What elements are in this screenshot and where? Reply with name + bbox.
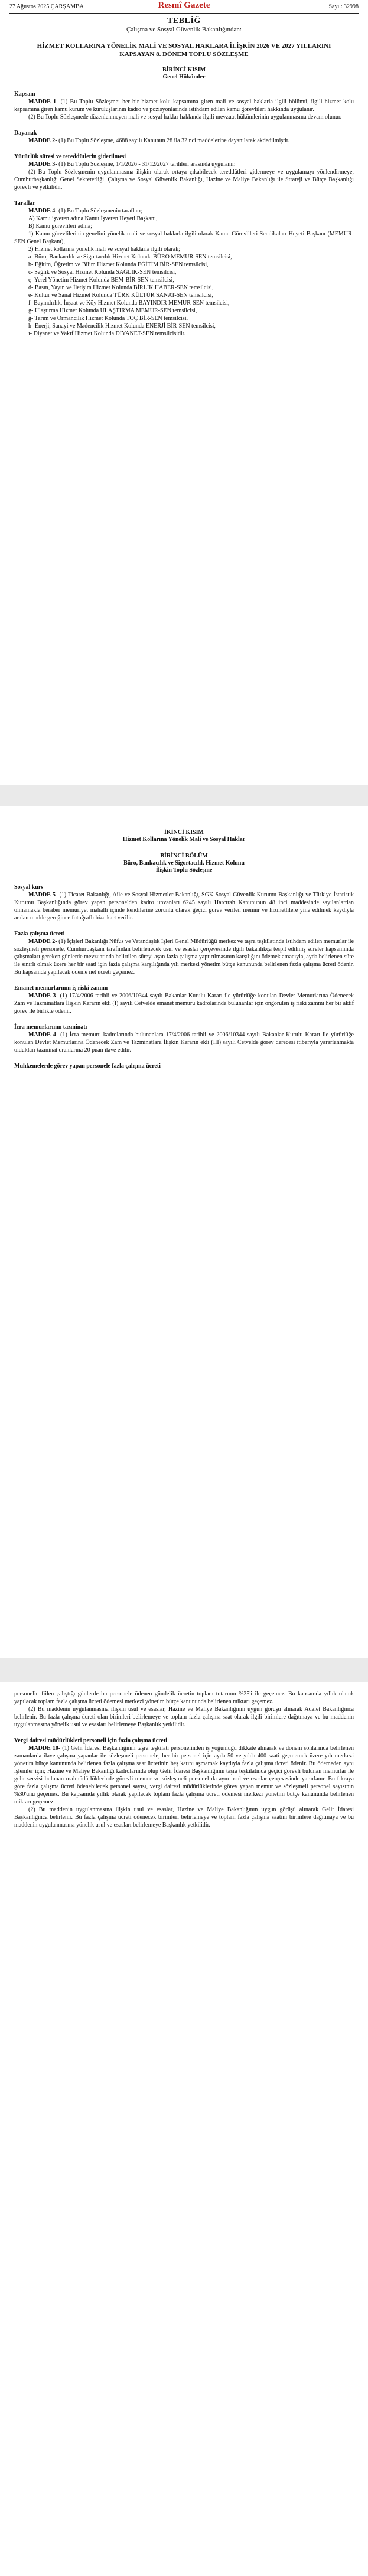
article-title: Dayanak <box>14 130 37 136</box>
list-item: b- Eğitim, Öğretim ve Bilim Hizmet Kolunda EĞİTİM BİR-SEN temsilcisi, <box>28 261 209 268</box>
list-item: ç- Yerel Yönetim Hizmet Kolunda BEM-BİR-SEN temsilcisi, <box>28 277 174 283</box>
chapter-name: Büro, Bankacılık ve Sigortacılık Hizmet Kolunu <box>123 860 245 866</box>
chapter-name-cont: İlişkin Toplu Sözleşme <box>155 867 213 873</box>
article-paragraph: B) Kamu görevlileri adına; <box>28 223 93 230</box>
chapter-heading <box>14 853 354 874</box>
article-label: MADDE 3- <box>28 161 57 168</box>
article-text: (1) İcra memuru kadrolarında bulunanlara 17/4/2006 tarihli ve 2006/10344 sayılı Bakanlar Kurulu Kararı ile yürürlüğe konulan Devlet Memurlarına Ödenecek Zam ve Tazminatlara İlişkin Kararın ekli (III) sayılı Cetvelde görev derecesi itibarıyla yararlanmakta oldukları tazminat oranlarına 20 puan ilave edilir. <box>14 1032 354 1053</box>
list-item: c- Sağlık ve Sosyal Hizmet Kolunda SAĞLIK-SEN temsilcisi, <box>28 269 177 276</box>
article-label: MADDE 4- <box>28 208 57 214</box>
article-paragraph <box>14 1031 354 1054</box>
article-title: İcra memurlarının tazminatı <box>14 1024 87 1030</box>
article-label: MADDE 2- <box>28 938 57 945</box>
article-label: MADDE 2- <box>28 138 57 144</box>
article-text: (1) Bu Toplu Sözleşmenin tarafları; <box>58 208 142 214</box>
part-number: BİRİNCİ KISIM <box>162 67 206 73</box>
list-item: ı- Diyanet ve Vakıf Hizmet Kolunda DİYANET-SEN temsilcisidir. <box>28 330 186 337</box>
article-text: (1) İçişleri Bakanlığı Nüfus ve Vatandaşlık İşleri Genel Müdürlüğü merkez ve taşra teşkilatında istihdam edilen memurlar ile sözleşmeli personele, Cumhurbaşkanı tarafından belirlenecek usul ve esaslar çerçevesinde ilgili bakanlıkça tespit edilmiş süreler kapsamında çalışmaları gereken günlerde mevzuatında belirtilen süreyi aşan fazla çalışma yaptırılmasının karşılığını ödemek amacıyla, ayda belirlenen süre ile sınırlı olmak üzere her bir saati için fazla çalışma karşılığında yılı merkezi yönetim bütçe kanununda belirlenen fazla çalışma ücreti ödenir. Bu kapsamda yapılacak ödeme net ücreti geçemez. <box>14 938 354 976</box>
issue-date: 27 Ağustos 2025 ÇARŞAMBA <box>9 4 84 10</box>
page-2-content <box>0 806 368 1070</box>
article-title: Fazla çalışma ücreti <box>14 931 65 937</box>
part-number: İKİNCİ KISIM <box>164 829 204 836</box>
list-item: a- Büro, Bankacılık ve Sigortacılık Hizmet Kolunda BÜRO MEMUR-SEN temsilcisi, <box>28 254 232 260</box>
gazette-header <box>9 0 359 14</box>
article-label: MADDE 10- <box>28 1745 61 1752</box>
article-text: (1) Bu Toplu Sözleşme; her bir hizmet kolu kapsamına giren mali ve sosyal haklarla ilgili bölümü, ilgili hizmet kolu kapsamına giren kamu kurum ve kuruluşlarının kadro ve pozisyonlarında istihdam edilen kamu görevlileri hakkında uygulanır. <box>14 99 354 113</box>
article-title: Vergi dairesi müdürlükleri personeli için fazla çalışma ücreti <box>14 1737 167 1744</box>
gazette-page-3 <box>0 1682 368 2576</box>
article-paragraph <box>14 938 354 976</box>
part-heading <box>14 829 354 843</box>
article-text: (1) 17/4/2006 tarihli ve 2006/10344 sayılı Bakanlar Kurulu Kararı ile yürürlüğe konulan Devlet Memurlarına Ödenecek Zam ve Tazminatlara İlişkin Kararın ekli (I) sayılı Cetvelde emanet memuru kadrolarında bulunanlar için öngörülen iş riski zammı her bir aktif görev ile birlikte ödenir. <box>14 993 354 1014</box>
part-name: Genel Hükümler <box>162 74 206 80</box>
list-item: ğ- Tarım ve Ormancılık Hizmet Kolunda TOÇ BİR-SEN temsilcisi, <box>28 315 188 322</box>
article-paragraph: (2) Bu maddenin uygulanmasına ilişkin usul ve esaslar, Hazine ve Maliye Bakanlığının uygun görüşü alınarak Adalet Bakanlığınca belirlenir. Bu fazla çalışma ücreti olan birimleri belirlemeye ve toplam fazla çalışma saat olarak ilgili birimlere dağıtmaya ve bu maddenin uygulanmasına yönelik usul ve esasları belirlemeye Başkanlık yetkilidir. <box>14 1706 354 1728</box>
article-title: Sosyal kurs <box>14 884 44 891</box>
article-paragraph <box>14 992 354 1015</box>
article-text: (1) Ticaret Bakanlığı, Aile ve Sosyal Hizmetler Bakanlığı, SGK Sosyal Güvenlik Kurumu Başkanlığı ve Türkiye İstatistik Kurumu Başkanlığında görev yapan personelden kadro unvanları 6245 sayılı Harcırah Kanununun 48 inci maddesinde sayılanlardan olmamakla beraber memuriyet mahalli içinde kendilerine zorunlu olarak geçici görev verilen memur ve hizmetlilere yine edilmek kaydıyla aralan madde gereğince fotoğraflı bize kart verilir. <box>14 892 354 921</box>
article-label: MADDE 1- <box>28 99 58 105</box>
article-text: (1) Bu Toplu Sözleşme, 1/1/2026 - 31/12/2027 tarihleri arasında uygulanır. <box>58 161 236 168</box>
section-heading: TEBLİĞ <box>167 17 201 25</box>
article-paragraph: (2) Bu Toplu Sözleşmede düzenlenmeyen mali ve sosyal haklar hakkında ilgili mevzuat hükümlerinin uygulanmasına devam olunur. <box>28 114 342 120</box>
gazette-brand: Resmî Gazete <box>158 1 210 10</box>
article-text: (1) Bu Toplu Sözleşme, 4688 sayılı Kanunun 28 ila 32 nci maddelerine dayanılarak akdedilmiştir. <box>58 138 290 144</box>
article-paragraph: A) Kamu işveren adına Kamu İşveren Heyeti Başkanı, <box>28 215 158 222</box>
article-paragraph <box>14 161 354 168</box>
article-paragraph: personelin fiilen çalıştığı günlerde bu personele ödenen gündelik ücretin toplam tutarının %25'i ile geçemez. Bu kapsamda yıllık olarak yapılacak toplam fazla çalışma ücreti ödemesi merkezi yönetim bütçe kanununda belirlenen miktarı geçemez. <box>14 1691 354 1705</box>
gazette-page-1 <box>0 0 368 785</box>
article-paragraph <box>14 1744 354 1806</box>
article-paragraph <box>14 891 354 922</box>
article-title: Taraflar <box>14 200 35 207</box>
page-1-content <box>0 17 368 338</box>
part-name: Hizmet Kollarına Yönelik Mali ve Sosyal Haklar <box>122 836 246 843</box>
article-paragraph <box>14 98 354 113</box>
article-paragraph: (2) Bu Toplu Sözleşmenin uygulanmasına ilişkin olarak ortaya çıkabilecek tereddütleri gidermeye ve uygulamayı yönlendirmeye, Cumhurbaşkanlığı Genel Sekreterliği, Çalışma ve Sosyal Güvenlik Bakanlığı, Hazine ve Maliye Bakanlığı ile Strateji ve Bütçe Başkanlığı görevli ve yetkilidir. <box>14 169 354 191</box>
article-label: MADDE 5- <box>28 892 58 898</box>
part-heading <box>14 67 354 81</box>
article-title: Emanet memurlarının iş riski zammı <box>14 985 108 991</box>
article-paragraph <box>14 207 354 215</box>
article-title: Kapsam <box>14 91 35 97</box>
article-paragraph: (2) Bu maddenin uygulanmasına ilişkin usul ve esaslar, Hazine ve Maliye Bakanlığının uygun görüşü alınarak Gelir İdaresi Başkanlığınca belirlenir. Bu fazla çalışma ücreti ödenecek birimleri belirlemeye ve toplam fazla çalışma saatini birimlere dağıtmaya ve bu maddenin uygulanmasına yönelik usul ve esasları belirlemeye Başkanlık yetkilidir. <box>14 1806 354 1828</box>
article-label: MADDE 4- <box>28 1032 58 1038</box>
article-label: MADDE 3- <box>28 993 58 999</box>
list-item: f- Bayındırlık, İnşaat ve Köy Hizmet Kolunda BAYINDIR MEMUR-SEN temsilcisi, <box>28 300 230 306</box>
issue-number: Sayı : 32998 <box>328 4 359 10</box>
article-title: Muhkemelerde görev yapan personele fazla çalışma ücreti <box>14 1063 161 1069</box>
list-item: e- Kültür ve Sanat Hizmet Kolunda TÜRK KÜLTÜR SANAT-SEN temsilcisi, <box>28 292 213 299</box>
article-paragraph <box>14 137 354 145</box>
article-paragraph: 1) Kamu görevlilerinin genelini yönelik mali ve sosyal haklarla ilgili olarak Kamu Görevlileri Sendikaları Heyeti Başkanı (MEMUR-SEN Genel Başkanı), <box>14 231 354 245</box>
list-item: h- Enerji, Sanayi ve Madencilik Hizmet Kolunda ENERJİ BİR-SEN temsilcisi, <box>28 323 216 329</box>
chapter-number: BİRİNCİ BÖLÜM <box>160 853 208 859</box>
ministry-name: Çalışma ve Sosyal Güvenlik Bakanlığından: <box>126 26 242 33</box>
list-item: d- Basın, Yayın ve İletişim Hizmet Kolunda BİRLİK HABER-SEN temsilcisi, <box>28 284 214 291</box>
article-paragraph: 2) Hizmet kollarına yönelik mali ve sosyal haklarla ilgili olarak; <box>28 246 180 253</box>
gazette-page-2 <box>0 806 368 1658</box>
article-text: (1) Gelir İdaresi Başkanlığının taşra teşkilatı personelinden iş yoğunluğu dikkate alınarak ve dönem sonlarında belirlenen zamanlarda ilave çalışma yapanlar ile sözleşmeli personele, her bir personel için ayda 50 ve yılda 400 saati geçmemek üzere yılı merkezi yönetim bütçe kanununda belirlenen fazla çalışma saat ücretinin beş katını aşmamak kaydıyla fazla çalışma ücreti ödenir. Bu ödemeden aynı işlemler için; Hazine ve Maliye Bakanlığı kadrolarında olup Gelir İdaresi Başkanlığının taşra teşkilatında geçici görevli bulunan memurlar ile gelir servisi bulunan malmüdürlüklerinde görevli memur ve sözleşmeli personel da aynı usul ve esaslar çerçevesinde yararlanır. Bu fıkraya göre fazla çalışma ücreti ödenebilecek personel sayısı, vergi dairesi müdürlüklerinde görev yapan memur ve sözleşmeli personel sayısının %30'unu geçemez. Bu kapsamda yıllık olarak yapılacak toplam fazla çalışma ücreti ödemesi merkezi yönetim bütçe kanununda belirlenen miktarı geçemez. <box>14 1745 354 1805</box>
document-title: HİZMET KOLLARINA YÖNELİK MALİ VE SOSYAL HAKLARA İLİŞKİN 2026 VE 2027 YILLARINI KAPSAYAN 8. DÖNEM TOPLU SÖZLEŞME <box>37 42 331 58</box>
page-3-content <box>0 1682 368 1829</box>
article-title: Yürürlük süresi ve tereddütlerin giderilmesi <box>14 153 126 160</box>
list-item: g- Ulaştırma Hizmet Kolunda ULAŞTIRMA MEMUR-SEN temsilcisi, <box>28 307 197 314</box>
